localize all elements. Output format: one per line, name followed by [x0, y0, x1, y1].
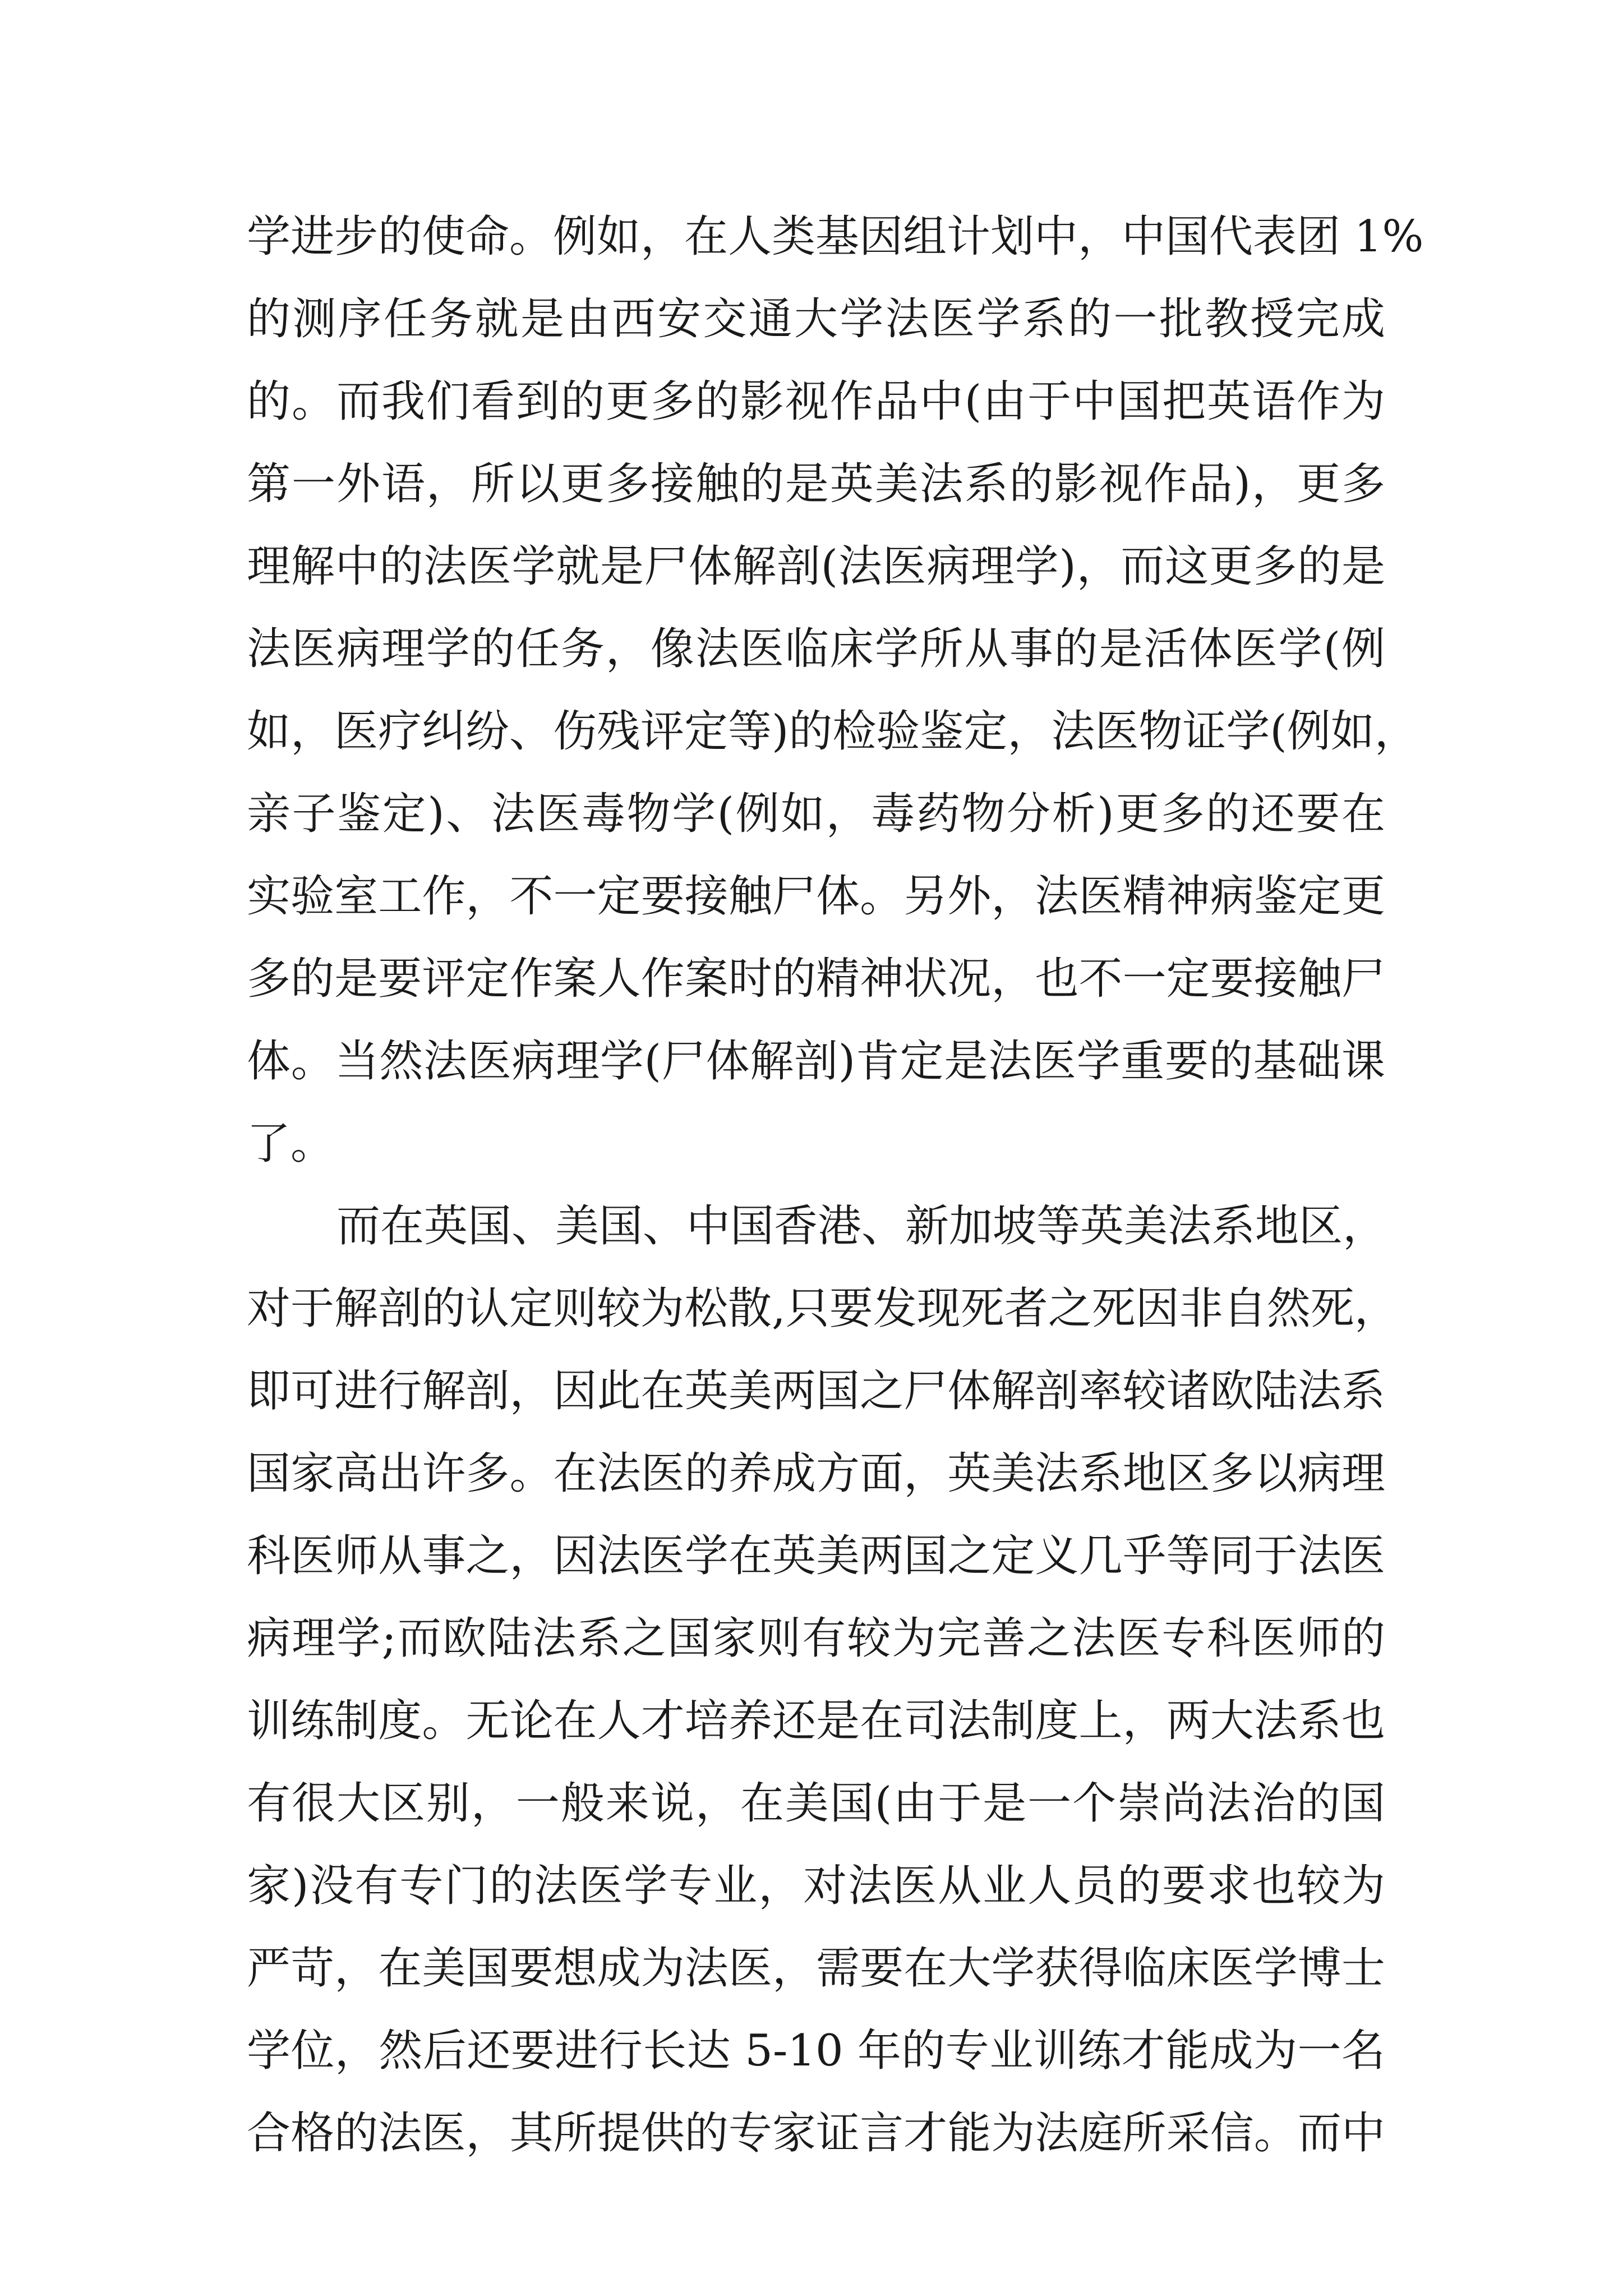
paragraph-1-line-9: 实验室工作，不一定要接触尸体。另外，法医精神病鉴定更 [247, 871, 1385, 922]
paragraph-1-line-7: 如，医疗纠纷、伤残评定等)的检验鉴定，法医物证学(例如， [247, 706, 1418, 757]
paragraph-2-line-6: 病理学;而欧陆法系之国家则有较为完善之法医专科医师的 [247, 1613, 1385, 1664]
paragraph-1-line-4: 第一外语，所以更多接触的是英美法系的影视作品)，更多 [247, 459, 1385, 509]
paragraph-2-line-2: 对于解剖的认定则较为松散,只要发现死者之死因非自然死， [247, 1283, 1398, 1334]
paragraph-1-line-5: 理解中的法医学就是尸体解剖(法医病理学)，而这更多的是 [247, 541, 1385, 592]
paragraph-2-line-3: 即可进行解剖，因此在英美两国之尸体解剖率较诸欧陆法系 [247, 1366, 1385, 1416]
paragraph-1-line-3: 的。而我们看到的更多的影视作品中(由于中国把英语作为 [247, 376, 1385, 427]
paragraph-2-line-12: 合格的法医，其所提供的专家证言才能为法庭所采信。而中 [247, 2108, 1385, 2159]
paragraph-2-line-7: 训练制度。无论在人才培养还是在司法制度上，两大法系也 [247, 1696, 1385, 1746]
paragraph-2-line-11: 学位，然后还要进行长达 5-10 年的专业训练才能成为一名 [247, 2026, 1385, 2076]
paragraph-1-line-10: 多的是要评定作案人作案时的精神状况，也不一定要接触尸 [247, 954, 1385, 1004]
paragraph-2-line-4: 国家高出许多。在法医的养成方面，英美法系地区多以病理 [247, 1448, 1385, 1499]
paragraph-1-line-2: 的测序任务就是由西安交通大学法医学系的一批教授完成 [247, 294, 1385, 344]
paragraph-1-line-8: 亲子鉴定)、法医毒物学(例如，毒药物分析)更多的还要在 [247, 789, 1385, 839]
paragraph-1-line-12: 了。 [247, 1119, 335, 1169]
paragraph-2-line-1: 而在英国、美国、中国香港、新加坡等英美法系地区， [336, 1201, 1387, 1251]
paragraph-1-line-11: 体。当然法医病理学(尸体解剖)肯定是法医学重要的基础课 [247, 1036, 1385, 1087]
paragraph-2-line-10: 严苛，在美国要想成为法医，需要在大学获得临床医学博士 [247, 1943, 1385, 1994]
paragraph-2-line-9: 家)没有专门的法医学专业，对法医从业人员的要求也较为 [247, 1861, 1385, 1911]
paragraph-2-line-5: 科医师从事之，因法医学在英美两国之定义几乎等同于法医 [247, 1531, 1385, 1581]
paragraph-2-line-8: 有很大区别，一般来说，在美国(由于是一个崇尚法治的国 [247, 1778, 1385, 1829]
paragraph-1-line-6: 法医病理学的任务，像法医临床学所从事的是活体医学(例 [247, 624, 1385, 674]
paragraph-1-line-1: 学进步的使命。例如，在人类基因组计划中，中国代表团 1% [247, 211, 1424, 262]
